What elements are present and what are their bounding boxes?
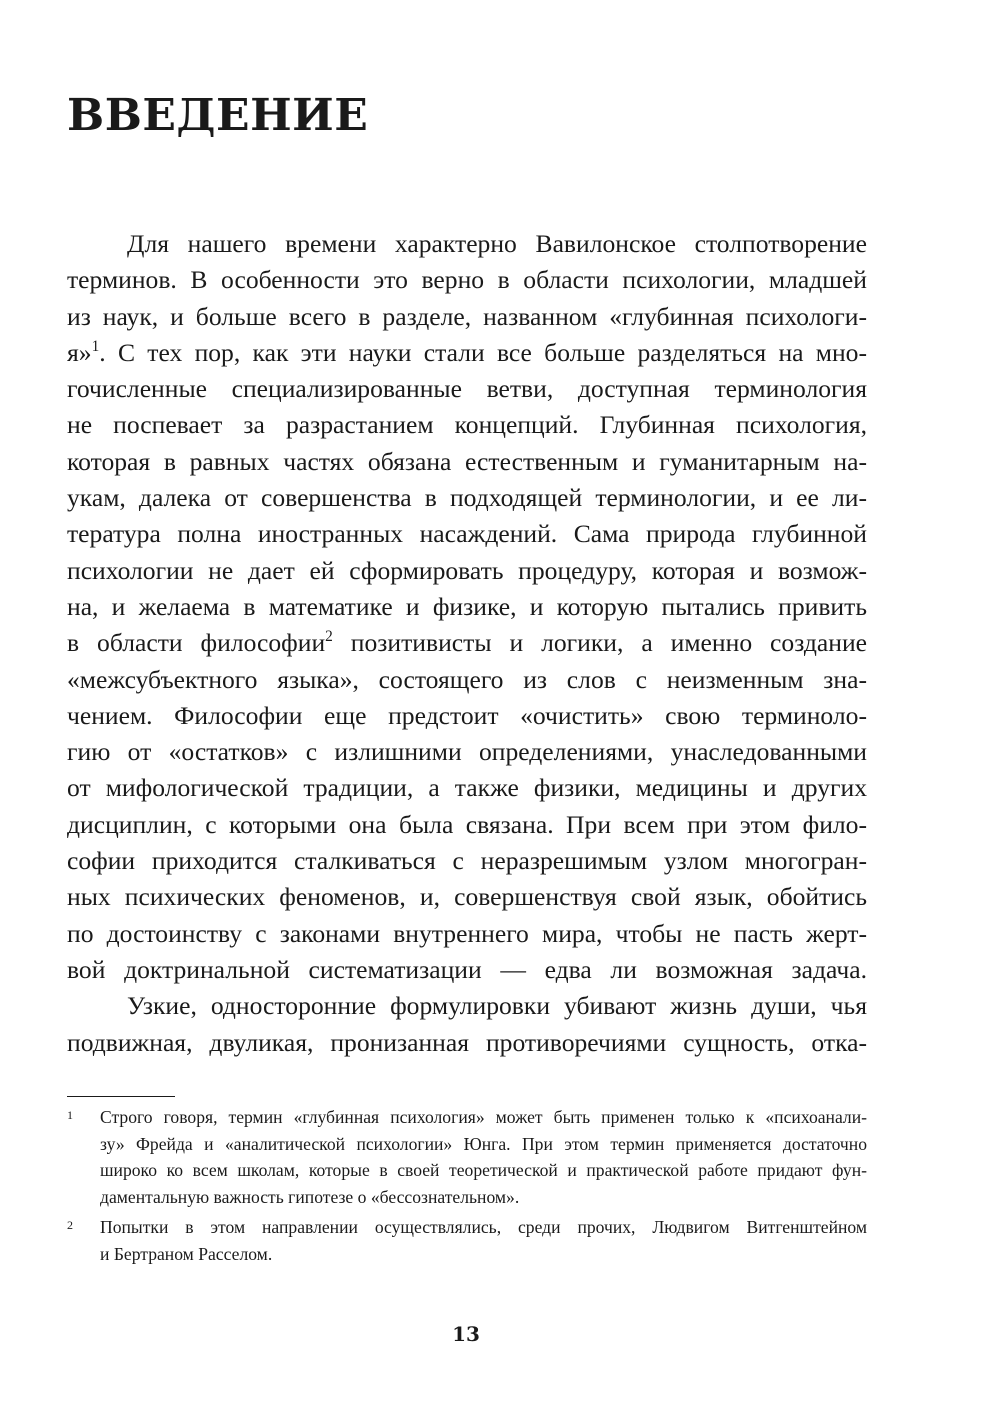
footnotes	[67, 1104, 867, 1271]
text-line: тература полна иностранных насаждений. Сама природа глубинной	[67, 519, 867, 549]
footnote-line: зу» Фрейда и «аналитической психологии» Юнга. При этом термин применяется достаточно	[100, 1133, 867, 1154]
footnote-ref-2[interactable]: 2	[325, 628, 333, 646]
text-line: из наук, и больше всего в разделе, названном «глубинная психологи-	[67, 301, 867, 331]
text-line: вой доктринальной систематизации — едва ли возможная задача.	[67, 954, 867, 984]
footnote-line: Попытки в этом направлении осуществлялись, среди прочих, Людвигом Витгенштейном	[100, 1217, 867, 1237]
footnote-mark: 2	[67, 1218, 73, 1232]
footnote-mark: 1	[67, 1108, 73, 1122]
text-line: по достоинству с законами внутреннего мира, чтобы не пасть жерт-	[67, 918, 867, 948]
text-line: подвижная, двуликая, пронизанная противоречиями сущность, отка-	[67, 1027, 867, 1057]
text-line: «межсубъектного языка», состоящего из слов с неизменным зна-	[67, 664, 867, 694]
text-line: софии приходится сталкиваться с неразрешимым узлом многогран-	[67, 846, 867, 876]
text-line: чением. Философии еще предстоит «очистить» свою терминоло-	[67, 700, 867, 730]
text-line: дисциплин, с которыми она была связана. При всем при этом фило-	[67, 809, 867, 839]
footnote-line: широко ко всем школам, которые в своей теоретической и практической работе придают фун-	[100, 1160, 867, 1180]
text-line: от мифологической традиции, а также физики, медицины и других	[67, 773, 867, 803]
page-number: 13	[452, 1322, 480, 1346]
footnote-line: Строго говоря, термин «глубинная психология» может быть применен только к «психоанали-	[100, 1107, 867, 1127]
text-line: укам, далека от совершенства в подходящей терминологии, и ее ли-	[67, 483, 867, 513]
footnote-2	[67, 1214, 867, 1267]
footnote-line: даментальную важность гипотезе о «бессознательном».	[100, 1186, 520, 1207]
paragraph-1	[67, 226, 867, 988]
text-fragment: позитивисты и логики, а именно создание	[332, 628, 867, 658]
text-line	[67, 335, 867, 371]
text-fragment: я»	[67, 337, 92, 367]
text-line: ных психических феноменов, и, совершенствуя свой язык, обойтись	[67, 882, 867, 912]
text-fragment: в области философии	[67, 628, 326, 658]
text-line: на, и желаема в математике и физике, и которую пытались привить	[67, 591, 867, 621]
footnote-divider	[67, 1096, 175, 1097]
text-line	[67, 625, 867, 661]
body-text	[67, 226, 867, 1061]
text-line: гочисленные специализированные ветви, доступная терминология	[67, 374, 867, 404]
text-line: не поспевает за разрастанием концепций. Глубинная психология,	[67, 410, 867, 440]
text-line: психологии не дает ей сформировать процедуру, которая и возмож-	[67, 555, 867, 585]
paragraph-2	[67, 988, 867, 1061]
text-line: гию от «остатков» с излишними определениями, унаследованными	[67, 737, 867, 767]
text-line: терминов. В особенности это верно в области психологии, младшей	[67, 265, 867, 295]
text-fragment: . С тех пор, как эти науки стали все больше разделяться на мно-	[99, 337, 867, 367]
chapter-title: ВВЕДЕНИЕ	[67, 90, 369, 141]
footnote-ref-1[interactable]: 1	[91, 337, 100, 355]
footnote-line: и Бертраном Расселом.	[100, 1243, 273, 1264]
footnote-1	[67, 1104, 867, 1210]
text-line: которая в равных частях обязана естественным и гуманитарным на-	[67, 446, 867, 476]
text-line: Для нашего времени характерно Вавилонское столпотворение	[127, 229, 867, 258]
text-line: Узкие, односторонние формулировки убивают жизнь души, чья	[127, 991, 867, 1021]
